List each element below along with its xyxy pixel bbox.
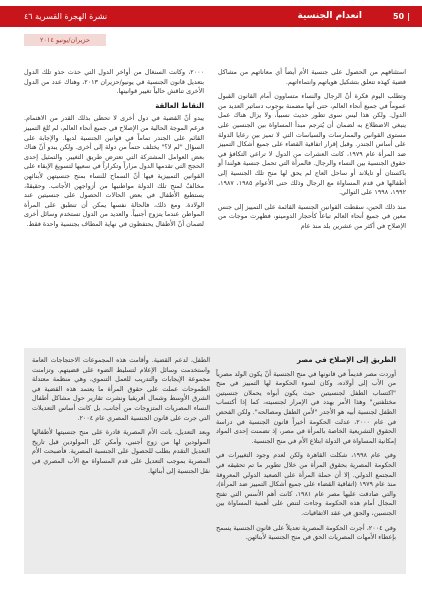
section-title: انعدام الجنسية	[297, 11, 362, 21]
page-number-separator: |	[407, 12, 410, 21]
right-paragraph-2: وتطلب اليوم فكرة أنّ الرجال والنساء متساوون أمام القانون القبول عموماً في جميع أنحاء العالم، حتى أنها مضمنة بوجوب دساتير العديد من الدول. ولكن هذا ليس سوى تطور حديث نسبياً، ولا يزال هناك عمل ينبغي الاضطلاع به لضمان أن يُترجم مبدأ المساواة بين الجنسين على مستوى القوانين والممارسات والسياسات التي لا تميز بين رعايا الدولة على أساس الجندر. وقبل إقرار اتفاقية القضاء على جميع أشكال التمييز ضد المرأة عام ١٩٧٩، كانت العشرات من الدول لا تراعي التكافؤ في حقوق الجنسية بين النساء والرجال. فالمرأة التي تحمل جنسية هولندا أو باكستان أو تايلاند أو ساحل العاج لم يحق لها منح تلك الجنسية إلى أطفالها في قدم المساواة مع الرجال وذلك حتى الأعوام ١٩٨٥، ١٩٨٧، ١٩٩٢، ١٩٩٨ على التوالي.	[218, 92, 406, 197]
left-column	[24, 68, 204, 235]
issue-title: نشرة الهجرة القسرية ٤٦	[24, 12, 108, 21]
sidebar-box	[24, 348, 406, 574]
box-right-paragraph-3: وفي ٢٠٠٤، أجرت الحكومة المصرية تعديلاً على قانون الجنسية يسمح بإعطاء الأمهات المصريات الحق في منح الجنسية لأبنائهن.	[215, 523, 396, 542]
box-title: الطريق إلى الإصلاح في مصر	[297, 356, 396, 364]
box-right-column	[216, 356, 396, 548]
page-number	[393, 6, 410, 27]
left-intro-paragraph: ٢٠٠٠، وكانت السنغال من أواخر الدول التي حذت حذو تلك الدول بتعديل قانون الجنسية في يونيو/حزيران ٢٠١٣، وهناك عدد من الدول الأخرى تناقش حالياً تغيير قوانينها.	[24, 68, 204, 96]
issue-date-badge: حزيران/يونيو ٢٠١٤	[24, 34, 106, 46]
box-right-paragraph-1: أوردت مصر قديماً في قانونها في منح الجنسية أنّ يكون الولد مصرياً من الأب إلى أولاده، وكان لسوء الحكومة لها التمييز في منح "اكتساب الطفل لجنسيتين حيث يكون أبواه يحملان جنسيتين مختلفتين" وهذا الأمر يهدد في الإمرار لجنسيته، كما إذا أكتساب الطفل لجنسية أبيه هو الأجدر "لأمن الطفل ومصالحه". ولكن الفحص في عام ٢٠٠٠، عدلت الحكومة أخيراً قانون الجنسية في دراسة الحقوق التشريعية الخاصة بالمرأة في مصر، إذ تضمنت إحدى المواد إمكانية المساواة في الدولة ابتلاع الأم في منح الجنسية.	[216, 369, 396, 445]
box-left-column	[32, 356, 210, 481]
right-paragraph-3: منذ ذلك الحين، سقطت القوانين الجنسية القائمة على التمييز إلى جنس معين في جميع أنحاء العالم تباعاً كأحجار الدومينو، فظهرت موجات من الإصلاح في أكثر من عشرين بلد منذ عام	[218, 202, 406, 230]
left-paragraph-1: يبدو أنّ القضية في دول أخرى لا تحظى بذلك القدر من الاهتمام. فرغم الموجة الحالية من الإصلاح في جميع أنحاء العالم، لم تُلغ التمييز القائم على الجندر تماماً في قوانين الجنسية لديها. والإجابة على السؤال "لم لا؟" يختلف حتماً من دولة إلى أخرى. ولكن يبدو أنّ هناك بعض العوامل المشتركة التي تعترض طريق التغيير. والتمثيل إحدى الحجج التي تقدمها الدول مراراً وتكراراً في سعيها لتسويغ الإبقاء على القوانين التمييزية فيها أنّ السماح للنساء بمنح جنسيتهن لأبنائهن مخالفٌ لمنح تلك الدولة مواطنيها من أزواجهن الأجانب. وحقيقةً، يستطيع الأطفال في بعض الحالات الحصول على جنسيتين عند الولادة. ومع ذلك، فالحالة نفسها يمكن أن تنطبق على المرأة المواطن عندما يتزوج أجنبياً. والعديد من الدول تستخدم وسائل أخرى لضمان أنّ الأطفال يحتفظون في نهاية المطاف بجنسية واحدة فقط.	[23, 114, 204, 228]
page-number-value: 50	[392, 12, 405, 21]
right-column	[218, 68, 406, 237]
box-left-paragraph-2: وبعد التعديل، باتت الأم المصرية قادرة على منح جنسيتها لأطفالها المولودين لها من زوج أجنبي، وأمكن كل المولودين قبل تاريخ التعديل التقدم بطلب للحصول على الجنسية المصرية. فأصبحت الأم المصرية بموجب التعديل على قدم المساواة مع الأب المصري في نقل الجنسية إلى أبنائها.	[32, 428, 210, 475]
section-subheading: النقاط العالقة	[155, 101, 204, 110]
box-left-paragraph-1: الطفل، لدعم القضية. وأقامت هذه المجموعات الاحتجاجات العامة واستخدمت وسائل الإعلام لتسليط الضوء على قضيتهم. وتزامنت مجموعة الإيجابات والتدريب للعمل التنموي، وهي منظمة معتدلة الطموحات عملت على حقوق المرأة ما يعتمد هذه القضية في الشرق الأوسط وشمال أفريقيا ونشرت تقارير حول مشاكل أطفال النساء المصريات المتزوجات من أجانب، بل كانت أساس التعديلات التي جرت على قانون الجنسية المصري عام ٢٠٠٤.	[32, 356, 210, 422]
right-paragraph-1: استئنافهم من الحصول على جنسية الأم أيضاً أي معاناتهم من مشاكل قضية كهذه تتعلق بتشكيل هوياتهم وانتماءاتهم.	[218, 68, 406, 86]
box-right-paragraph-2: وفي عام ١٩٩٨، شكلت القاهرة ولكن لعدم وجود التغييرات في الحكومة المصرية بحقوق المرأة من خلال تطوير ما تم تحقيقه في المجتمع الدولي. إلا أن حملة المرأة على الصعيد الدولي المعروفة منذ عام ١٩٧٩ (اتفاقية القضاء على جميع أشكال التمييز ضد المرأة)، والتي صادقت عليها مصر عام ١٩٨١، كانت أهم الأسس التي تفتح المجال أمام هذه الحكومة وجاءت لتنص على أهمية المساواة بين الجنسين، والحق في عقد الاتفاقيات.	[216, 451, 396, 517]
